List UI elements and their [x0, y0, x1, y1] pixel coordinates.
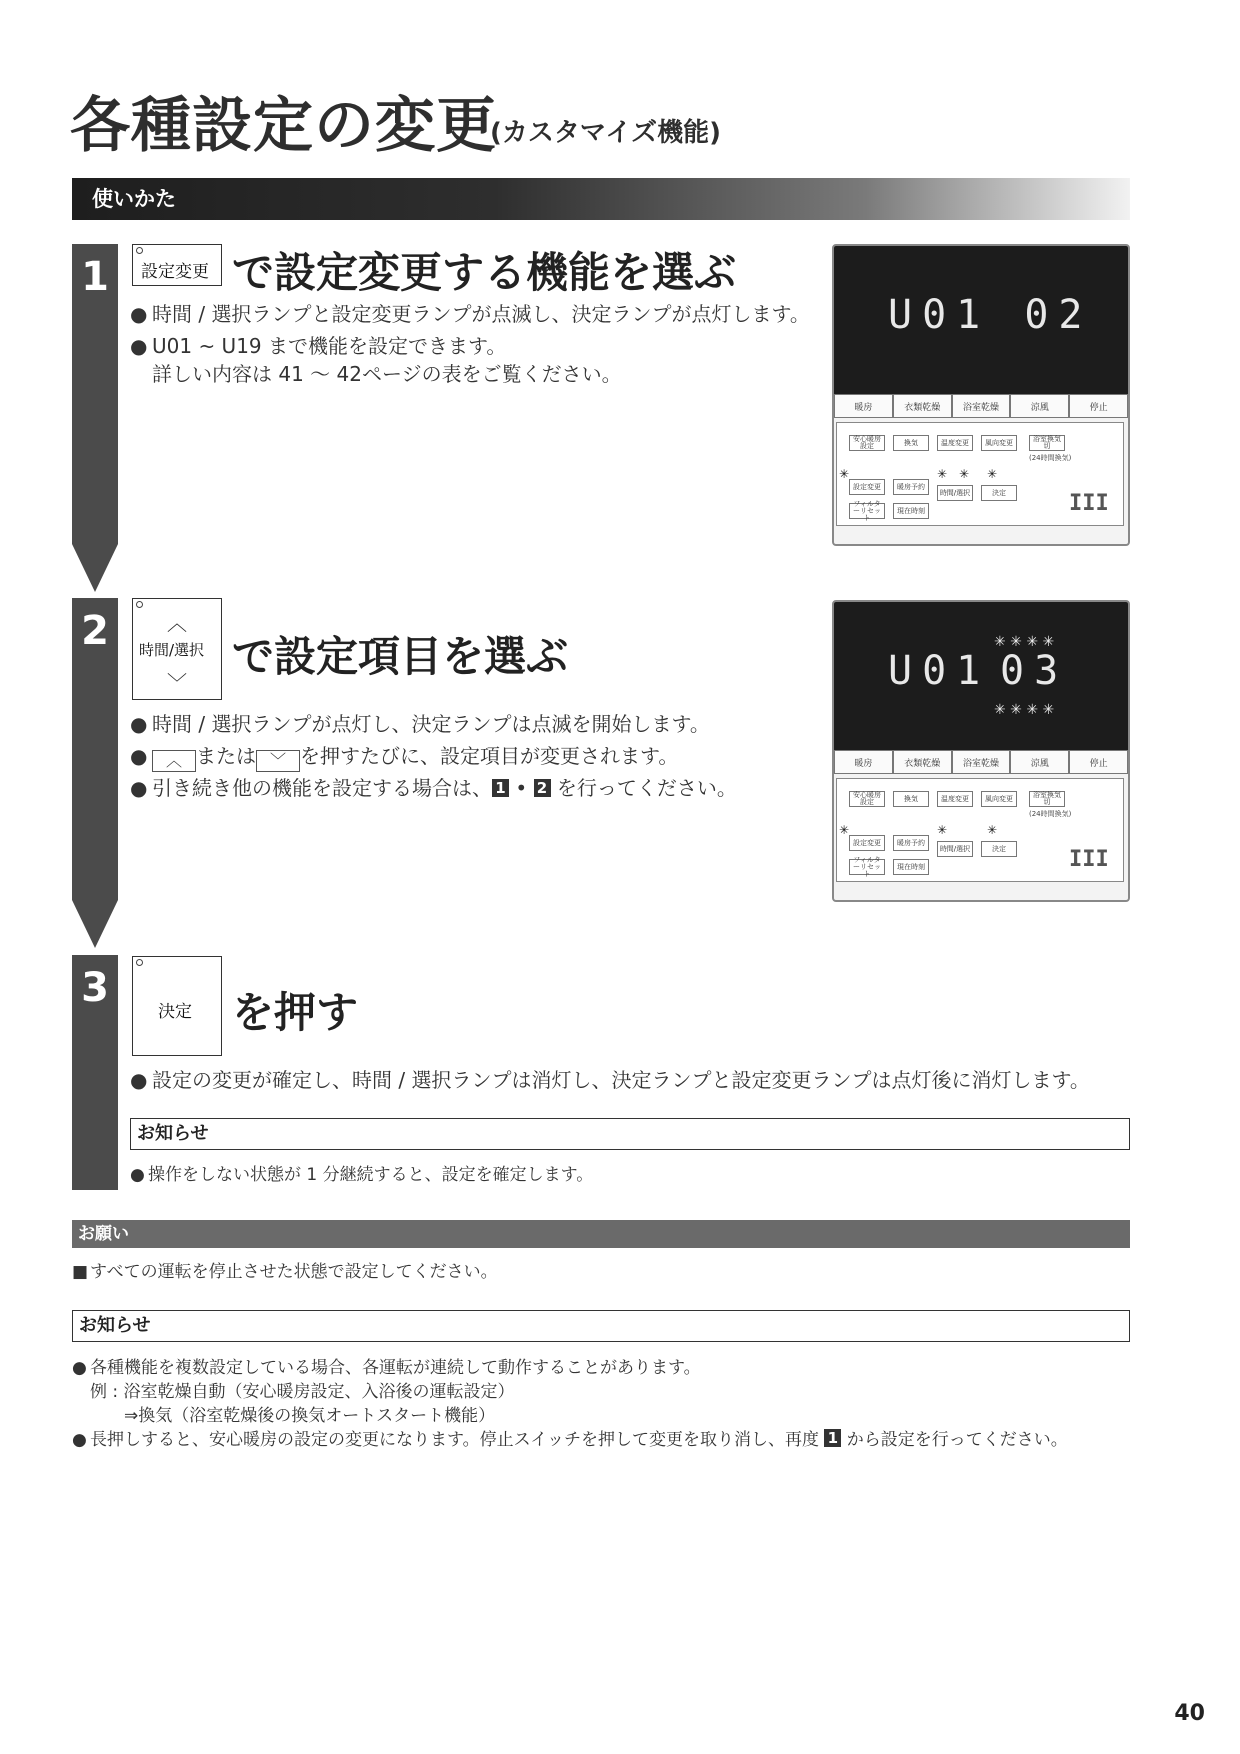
step-1-heading: で設定変更する機能を選ぶ	[232, 248, 737, 297]
genzai-button[interactable]: 現在時刻	[893, 859, 929, 875]
chevron-up-icon: ︿	[167, 611, 187, 635]
remote-panel-2	[832, 600, 1130, 902]
down-button-icon: ﹀	[256, 750, 300, 772]
kettei-button[interactable]: 決定	[981, 485, 1017, 501]
fuko-button[interactable]: 風向変更	[981, 435, 1017, 451]
up-button-icon: ︿	[152, 750, 196, 772]
step-2-number: 2	[81, 608, 109, 654]
mode-teishi-button[interactable]: 停止	[1069, 750, 1128, 774]
kettei-button-icon	[132, 956, 222, 1056]
jikan-sentaku-button-icon	[132, 598, 222, 700]
jikan-button[interactable]: 時間/選択	[937, 485, 973, 501]
mode-row-1	[834, 394, 1128, 418]
step-1-arrow	[72, 544, 118, 592]
blink-icon: ✳	[987, 823, 998, 837]
blink-icon: ✳	[937, 467, 948, 481]
yoyaku-button[interactable]: 暖房予約	[893, 479, 929, 495]
kanki-button[interactable]: 換気	[893, 791, 929, 807]
blink-icon: ✳ ✳ ✳ ✳	[994, 634, 1055, 650]
fuko-button[interactable]: 風向変更	[981, 791, 1017, 807]
kettei-label: 決定	[158, 1002, 192, 1022]
step-2-bullet-1: ● 時間 / 選択ランプが点灯し、決定ランプは点滅を開始します。	[130, 712, 710, 736]
mode-yokushitsu-button[interactable]: 浴室乾燥	[952, 394, 1011, 418]
control-area-2: 安心暖房設定 換気 温度変更 風向変更 浴室換気切 (24時間換気) 設定変更 暖房予約 時間/選択 決定 フィルターリセット 現在時刻 III ✳ ✳ ✳	[836, 778, 1124, 882]
step-2-heading: で設定項目を選ぶ	[232, 632, 569, 681]
step-3-heading: を押す	[232, 988, 359, 1037]
jikan-button[interactable]: 時間/選択	[937, 841, 973, 857]
mode-yokushitsu-button[interactable]: 浴室乾燥	[952, 750, 1011, 774]
step-3-number: 3	[81, 965, 109, 1011]
mode-teishi-button[interactable]: 停止	[1069, 394, 1128, 418]
yokushitsu-kanki-button[interactable]: 浴室換気切	[1029, 791, 1065, 807]
blink-icon: ✳	[839, 467, 850, 481]
notice-line-3: ⇒換気（浴室乾燥後の換気オートスタート機能）	[124, 1406, 496, 1426]
lcd-screen-2	[834, 602, 1128, 750]
settei-button[interactable]: 設定変更	[849, 479, 885, 495]
request-header: お願い	[72, 1220, 1130, 1248]
settei-henko-button-icon	[132, 244, 222, 286]
lit-icon: ✳	[937, 823, 948, 837]
step-2-arrow	[72, 900, 118, 948]
lit-icon: ✳	[987, 467, 998, 481]
ondo-button[interactable]: 温度変更	[937, 435, 973, 451]
step-1-number: 1	[81, 254, 109, 300]
mode-danbo-button[interactable]: 暖房	[834, 750, 893, 774]
notice-title: お知らせ	[72, 1310, 1130, 1342]
control-area-1: 安心暖房設定 換気 温度変更 風向変更 浴室換気切 (24時間換気) 設定変更 暖房予約 時間/選択 決定 フィルターリセット 現在時刻 III ✳ ✳ ✳ ✳	[836, 422, 1124, 526]
step-3-bullet-1: ● 設定の変更が確定し、時間 / 選択ランプは消灯し、決定ランプと設定変更ランプは点灯後に消灯します。	[130, 1068, 1090, 1092]
chevron-down-icon: ﹀	[167, 671, 187, 695]
step-3-notice-text: ● 操作をしない状態が 1 分継続すると、設定を確定します。	[130, 1165, 594, 1185]
mode-ryofu-button[interactable]: 涼風	[1010, 750, 1069, 774]
step-1-bullet-2: ● U01 ~ U19 まで機能を設定できます。	[130, 334, 507, 358]
blink-icon: ✳	[839, 823, 850, 837]
lcd-display-right: 03	[1000, 648, 1069, 694]
mode-ryofu-button[interactable]: 涼風	[1010, 394, 1069, 418]
lcd-display-1: U01 02	[888, 292, 1093, 338]
remote-panel-1	[832, 244, 1130, 546]
settei-henko-label: 設定変更	[141, 262, 209, 282]
step-1-bullet-3: 詳しい内容は 41 ～ 42ページの表をご覧ください。	[152, 362, 622, 386]
filter-button[interactable]: フィルターリセット	[849, 503, 885, 519]
step-1-bullet-1: ● 時間 / 選択ランプと設定変更ランプが点滅し、決定ランプが点灯します。	[130, 302, 810, 326]
signal-bars-icon: III	[1069, 847, 1109, 872]
mode-irui-button[interactable]: 衣類乾燥	[893, 750, 952, 774]
anshin-button[interactable]: 安心暖房設定	[849, 435, 885, 451]
step-2-bullet-3: ● 引き続き他の機能を設定する場合は、 1 • 2 を行ってください。	[130, 776, 737, 800]
section-header: 使いかた	[72, 178, 1130, 220]
mode-row-2	[834, 750, 1128, 774]
lcd-screen-1	[834, 246, 1128, 394]
step-2-bullet-2: ● ︿ または ﹀ を押すたびに、設定項目が変更されます。	[130, 744, 679, 770]
jikan-sentaku-label: 時間/選択	[139, 641, 205, 659]
signal-bars-icon: III	[1069, 491, 1109, 516]
yoyaku-button[interactable]: 暖房予約	[893, 835, 929, 851]
notice-line-2: 例 : 浴室乾燥自動（安心暖房設定、入浴後の運転設定）	[90, 1382, 515, 1402]
notice-line-1: ● 各種機能を複数設定している場合、各運転が連続して動作することがあります。	[72, 1358, 701, 1378]
anshin-button[interactable]: 安心暖房設定	[849, 791, 885, 807]
mode-danbo-button[interactable]: 暖房	[834, 394, 893, 418]
kanki-button[interactable]: 換気	[893, 435, 929, 451]
blink-icon: ✳	[959, 467, 970, 481]
step-3-notice-title: お知らせ	[130, 1118, 1130, 1150]
page-subtitle: (カスタマイズ機能)	[490, 118, 721, 148]
ondo-button[interactable]: 温度変更	[937, 791, 973, 807]
filter-button[interactable]: フィルターリセット	[849, 859, 885, 875]
page-title: 各種設定の変更	[70, 91, 497, 161]
kettei-button[interactable]: 決定	[981, 841, 1017, 857]
genzai-button[interactable]: 現在時刻	[893, 503, 929, 519]
mode-irui-button[interactable]: 衣類乾燥	[893, 394, 952, 418]
notice-line-4: ● 長押しすると、安心暖房の設定の変更になります。停止スイッチを押して変更を取り消し、再度 1 から設定を行ってください。	[72, 1429, 1068, 1450]
page-number: 40	[1174, 1701, 1205, 1726]
yokushitsu-kanki-button[interactable]: 浴室換気切	[1029, 435, 1065, 451]
lcd-display-left: U01	[888, 648, 991, 694]
settei-button[interactable]: 設定変更	[849, 835, 885, 851]
request-text: ■ すべての運転を停止させた状態で設定してください。	[72, 1262, 498, 1282]
blink-icon: ✳ ✳ ✳ ✳	[994, 702, 1055, 718]
